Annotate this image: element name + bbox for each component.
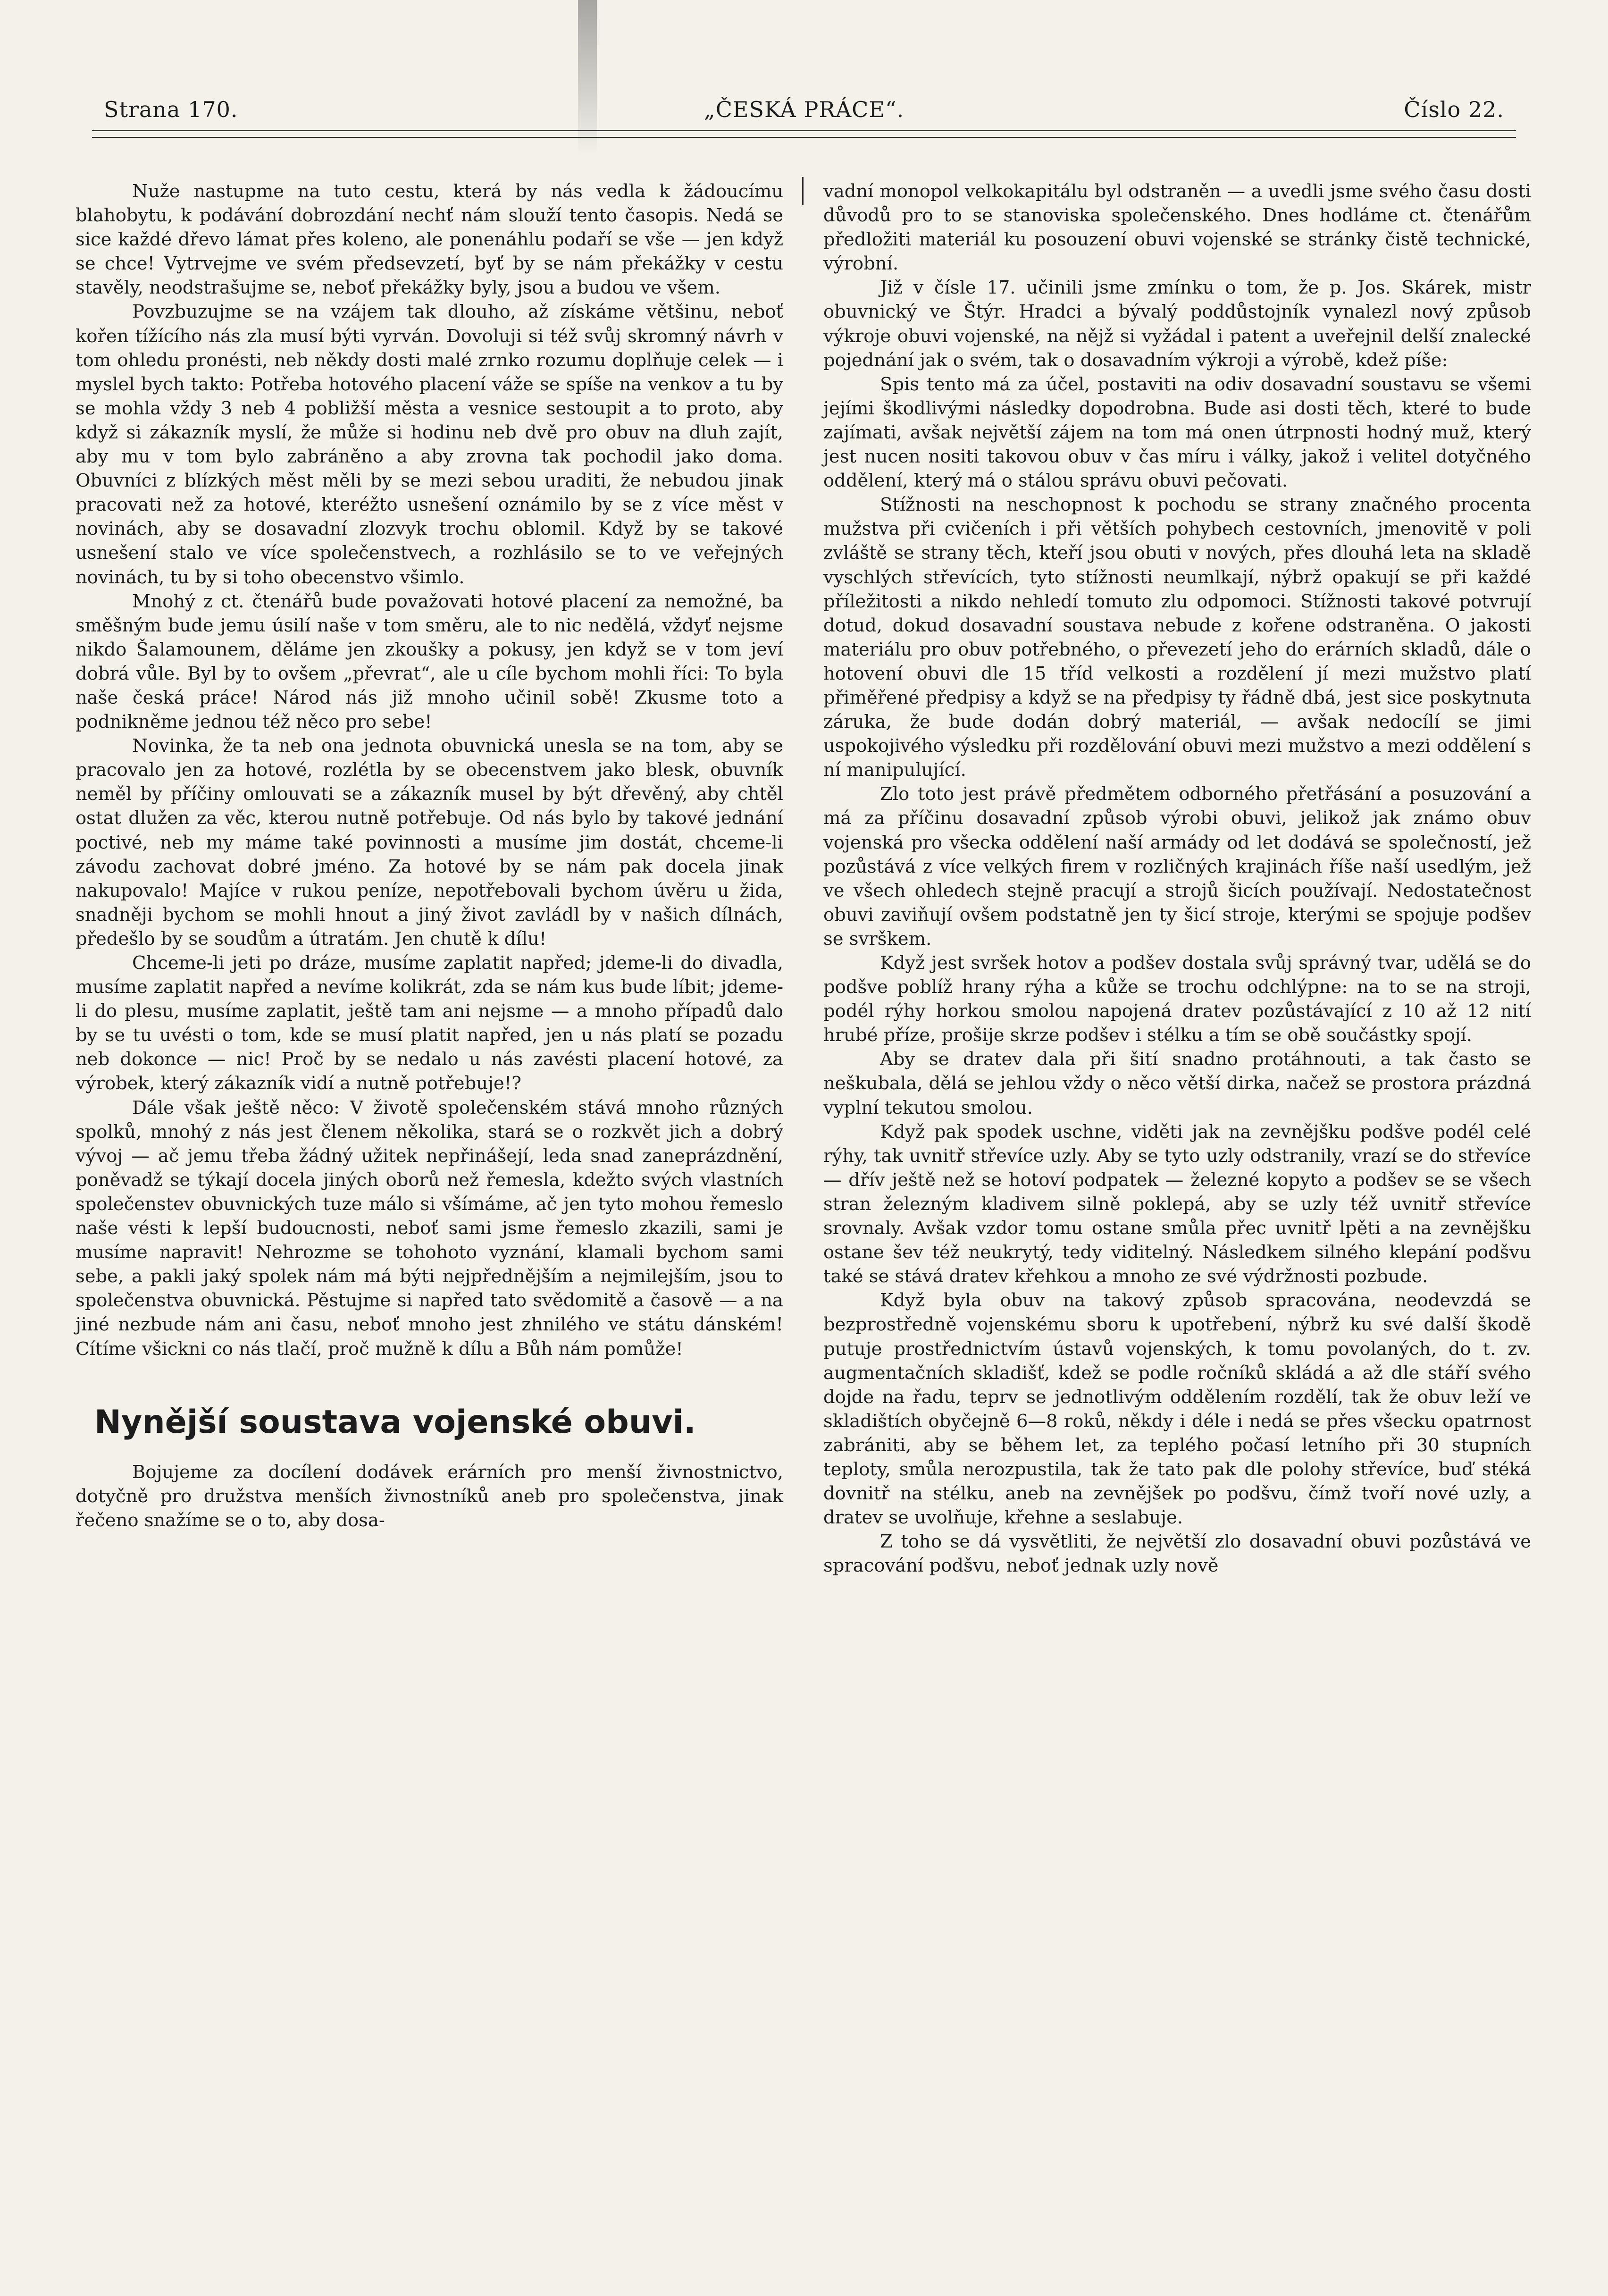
paragraph: Nuže nastupme na tuto cestu, která by nás vedla k žádoucímu blahobytu, k podávání dobrozdání nechť nám slouží tento časopis. Nedá se sice každé dřevo lámat přes koleno, ale ponenáhlu podaří se vše — jen když se chce! Vytrvejme ve svém předsevzetí, byť by se nám překážky v cestu stavěly, neodstrašujme se, neboť překážky byly, jsou a budou ve všem. [75, 181, 783, 299]
paragraph: Stížnosti na neschopnost k pochodu se strany značného procenta mužstva při cvičeních i při větších pohybech cestovních, jmenovitě v poli zvláště se strany těch, kteří jsou obuti v nových, přes dlouhá leta na skladě vyschlých střevících, tyto stížnosti neumlkají, nýbrž opakují se při každé příležitosti a nikdo nehledí tomuto zlu odpomoci. Stížnosti takové potvrují dotud, dokud dosavadní soustava nebude z kořene odstraněna. O jakosti materiálu pro obuv potřebného, o převezetí jeho do erárních skladů, dále o hotovení obuvi dle 15 tříd velkosti a rozdělení jí mezi mužstvo platí přiměřené předpisy a když se na předpisy ty řádně dbá, jest sice poskytnuta záruka, že bude dodán dobrý materiál, — avšak nedocílí se jimi uspokojivého výsledku při rozdělování obuvi mezi mužstvo a mezi oddělení s ní manipulující. [823, 494, 1531, 781]
paragraph: Mnohý z ct. čtenářů bude považovati hotové placení za nemožné, ba směšným bude jemu úsilí naše v tom směru, ale to nic nedělá, vždyť nejsme nikdo Šalamounem, děláme jen zkoušky a pokusy, jen když se v tom jeví dobrá vůle. Byl by to ovšem „převrat“, ale u cíle bychom mohli říci: To byla naše česká práce! Národ nás již mnoho učinil sobě! Zkusme toto a podnikněme jednou též něco pro sebe! [75, 590, 783, 733]
header-rule-secondary [92, 137, 1516, 138]
paragraph: Bojujeme za docílení dodávek erárních pro menší živnostnictvo, dotyčně pro družstva menších živnostníků aneb pro společenstva, jinak řečeno snažíme se o to, aby dosa- [75, 1461, 783, 1531]
paragraph: vadní monopol velkokapitálu byl odstraněn — a uvedli jsme svého času dosti důvodů pro to se stanoviska společenského. Dnes hodláme ct. čtenářům předložiti materiál ku posouzení obuvi vojenské se stránky čistě technické, výrobní. [823, 181, 1531, 275]
right-column [823, 179, 1531, 1578]
paragraph: Chceme-li jeti po dráze, musíme zaplatit napřed; jdeme-li do divadla, musíme zaplatit napřed a nevíme kolikrát, zda se nám kus bude líbit; jdeme-li do plesu, musíme zaplatit, ještě tam ani nejsme — a mnoho případů dalo by se tu uvésti o tom, kde se musí platit napřed, jen u nás platí se pozadu neb dokonce — nic! Proč by se nedalo u nás zavésti placení hotové, za výrobek, který zákazník vidí a nutně potřebuje!? [75, 952, 783, 1094]
page-header [94, 97, 1514, 135]
issue-number: Číslo 22. [1404, 97, 1504, 122]
paragraph: Když pak spodek uschne, viděti jak na zevnějšku podšve podél celé rýhy, tak uvnitř střevíce uzly. Aby se tyto uzly odstranily, vrazí se do střevíce — dřív ještě než se hotoví podpatek — železné kopyto a podšev se se všech stran železným kladivem silně poklepá, aby se uzly též uvnitř střevíce srovnaly. Avšak vzdor tomu ostane smůla přec uvnitř lpěti a na zevnějšku ostane šev též neukrytý, tedy viditelný. Následkem silného klepání podšvu také se stává dratev křehkou a mnoho ze své výdržnosti pozbude. [823, 1121, 1531, 1287]
paragraph: Když byla obuv na takový způsob spracována, neodevzdá se bezprostředně vojenskému sboru k upotřebení, nýbrž ku své další škodě putuje prostřednictvím ústavů vojenských, k tomu povolaných, do t. zv. augmentačních skladišť, kdež se podle ročníků skládá a až dle stáří svého dojde na řadu, teprv se jednotlivým oddělením rozdělí, tak že obuv leží ve skladištích obyčejně 6—8 roků, někdy i déle i nedá se přes všecku opatrnost zabrániti, aby se během let, za teplého počasí letního při 30 stupních teploty, smůla nerozpustila, tak že tato pak dle polohy střevíce, buď stéká dovnitř na stélku, aneb na zevnějšek po podšvu, čímž tvoří nové uzly, a dratev se uvolňuje, křehne a seslabuje. [823, 1290, 1531, 1529]
journal-title: „ČESKÁ PRÁCE“. [704, 97, 904, 122]
paragraph: Z toho se dá vysvětliti, že největší zlo dosavadní obuvi pozůstává ve spracování podšvu, neboť jednak uzly nově [823, 1531, 1531, 1577]
column-divider [802, 177, 804, 205]
article-title: Nynější soustava vojenské obuvi. [94, 1403, 696, 1441]
header-rule [92, 130, 1516, 131]
paragraph: Aby se dratev dala při šití snadno protáhnouti, a tak často se neškubala, dělá se jehlou vždy o něco větší dirka, načež se prostora prázdná vyplní tekutou smolou. [823, 1049, 1531, 1119]
page-number: Strana 170. [104, 97, 238, 122]
paragraph: Dále však ještě něco: V životě společenském stává mnoho různých spolků, mnohý z nás jest členem několika, stará se o rozkvět jich a dobrý vývoj — ač jemu třeba žádný užitek nepřinášejí, leda snad zaneprázdnění, poněvadž se týkají docela jiných oborů než řemesla, kdežto svých vlastních společenstev obuvnických tuze málo si všímáme, ač jen tyto mohou řemeslo naše vésti k lepší budoucnosti, neboť sami jsme řemeslo zkazili, sami je musíme napravit! Nehrozme se tohohoto vyznání, klamali bychom sami sebe, a pakli jaký spolek nám má býti nejpřednějším a nejmilejším, jsou to společenstva obuvnická. Pěstujme si napřed tato svědomitě a časově — a na jiné nezbude nám ani času, neboť mnoho jest zhnilého ve státu dánském! Cítíme všickni co nás tlačí, proč mužně k dílu a Bůh nám pomůže! [75, 1097, 783, 1360]
paragraph: Zlo toto jest právě předmětem odborného přetřásání a posuzování a má za příčinu dosavadní způsob výrobi obuvi, jelikož jak známo obuv vojenská pro všecka oddělení naší armády od let dodává se společností, jež pozůstává z více velkých firem v rozličných krajinách říše naší usedlým, jež ve všech ohledech stejně pracují a strojů šicích používají. Nedostatečnost obuvi zaviňují ovšem podstatně jen ty šicí stroje, kterými se spojuje podšev se svrškem. [823, 783, 1531, 950]
paragraph: Když jest svršek hotov a podšev dostala svůj správný tvar, udělá se do podšve poblíž hrany rýha a kůže se trochu odchlýpne: na to se na stroji, podél rýhy horkou smolou napojená dratev pozůstávající z 10 až 12 nití hrubé příze, prošije skrze podšev i stélku a tím se obě součástky spojí. [823, 952, 1531, 1046]
paragraph: Povzbuzujme se na vzájem tak dlouho, až získáme většinu, neboť kořen tížícího nás zla musí býti vyrván. Dovoluji si též svůj skromný návrh v tom ohledu pronésti, neb někdy dosti malé zrnko rozumu doplňuje celek — i myslel bych takto: Potřeba hotového placení váže se spíše na venkov a tu by se mohla vždy 3 neb 4 pobližší města a vesnice sestoupit a to proto, aby když si zákazník myslí, že může si hodinu neb dvě pro obuv na dluh zajít, aby mu v tom bylo zabráněno a aby zrovna tak pochodil jako doma. Obuvníci z blízkých měst měli by se mezi sebou uraditi, že nebudou jinak pracovati než za hotové, kteréžto usnešení oznámilo by se z více měst v novinách, aby se dosavadní zlozvyk trochu oblomil. Když by se takové usnešení stalo ve více společenstvech, a rozhlásilo se to ve veřejných novinách, tu by si toho obecenstvo všimlo. [75, 301, 783, 588]
paragraph: Již v čísle 17. učinili jsme zmínku o tom, že p. Jos. Skárek, mistr obuvnický ve Štýr. Hradci a bývalý poddůstojník vynalezl nový způsob výkroje obuvi vojenské, na nějž si vyžádal i patent a uveřejnil delší znalecké pojednání jak o svém, tak o dosavadním výkroji a výrobě, kdež píše: [823, 277, 1531, 371]
paragraph: Novinka, že ta neb ona jednota obuvnická unesla se na tom, aby se pracovalo jen za hotové, rozlétla by se obecenstvem jako blesk, obuvník neměl by příčiny omlouvati se a zákazník musel by být dřevěný, aby chtěl ostat dlužen za věc, kterou nutně potřebuje. Od nás bylo by takové jednání poctivé, neb my máme také povinnosti a musíme jim dostát, chceme-li závodu zachovat dobré jméno. Za hotové by se nám pak docela jinak nakupovalo! Majíce v rukou peníze, nepotřebovali bychom úvěru u žida, snadněji bychom se mohli hnout a jiný život zavládl by v našich dílnách, předešlo by se soudům a útratám. Jen chutě k dílu! [75, 735, 783, 950]
left-column [75, 179, 783, 1532]
paragraph: Spis tento má za účel, postaviti na odiv dosavadní soustavu se všemi jejími škodlivými následky dopodrobna. Bude asi dosti těch, které to bude zajímati, avšak největší zájem na tom má onen útrpnosti hodný muž, který jest nucen nositi takovou obuv v čas míru i války, jakož i velitel dotyčného oddělení, který má o stálou správu obuvi pečovati. [823, 373, 1531, 492]
